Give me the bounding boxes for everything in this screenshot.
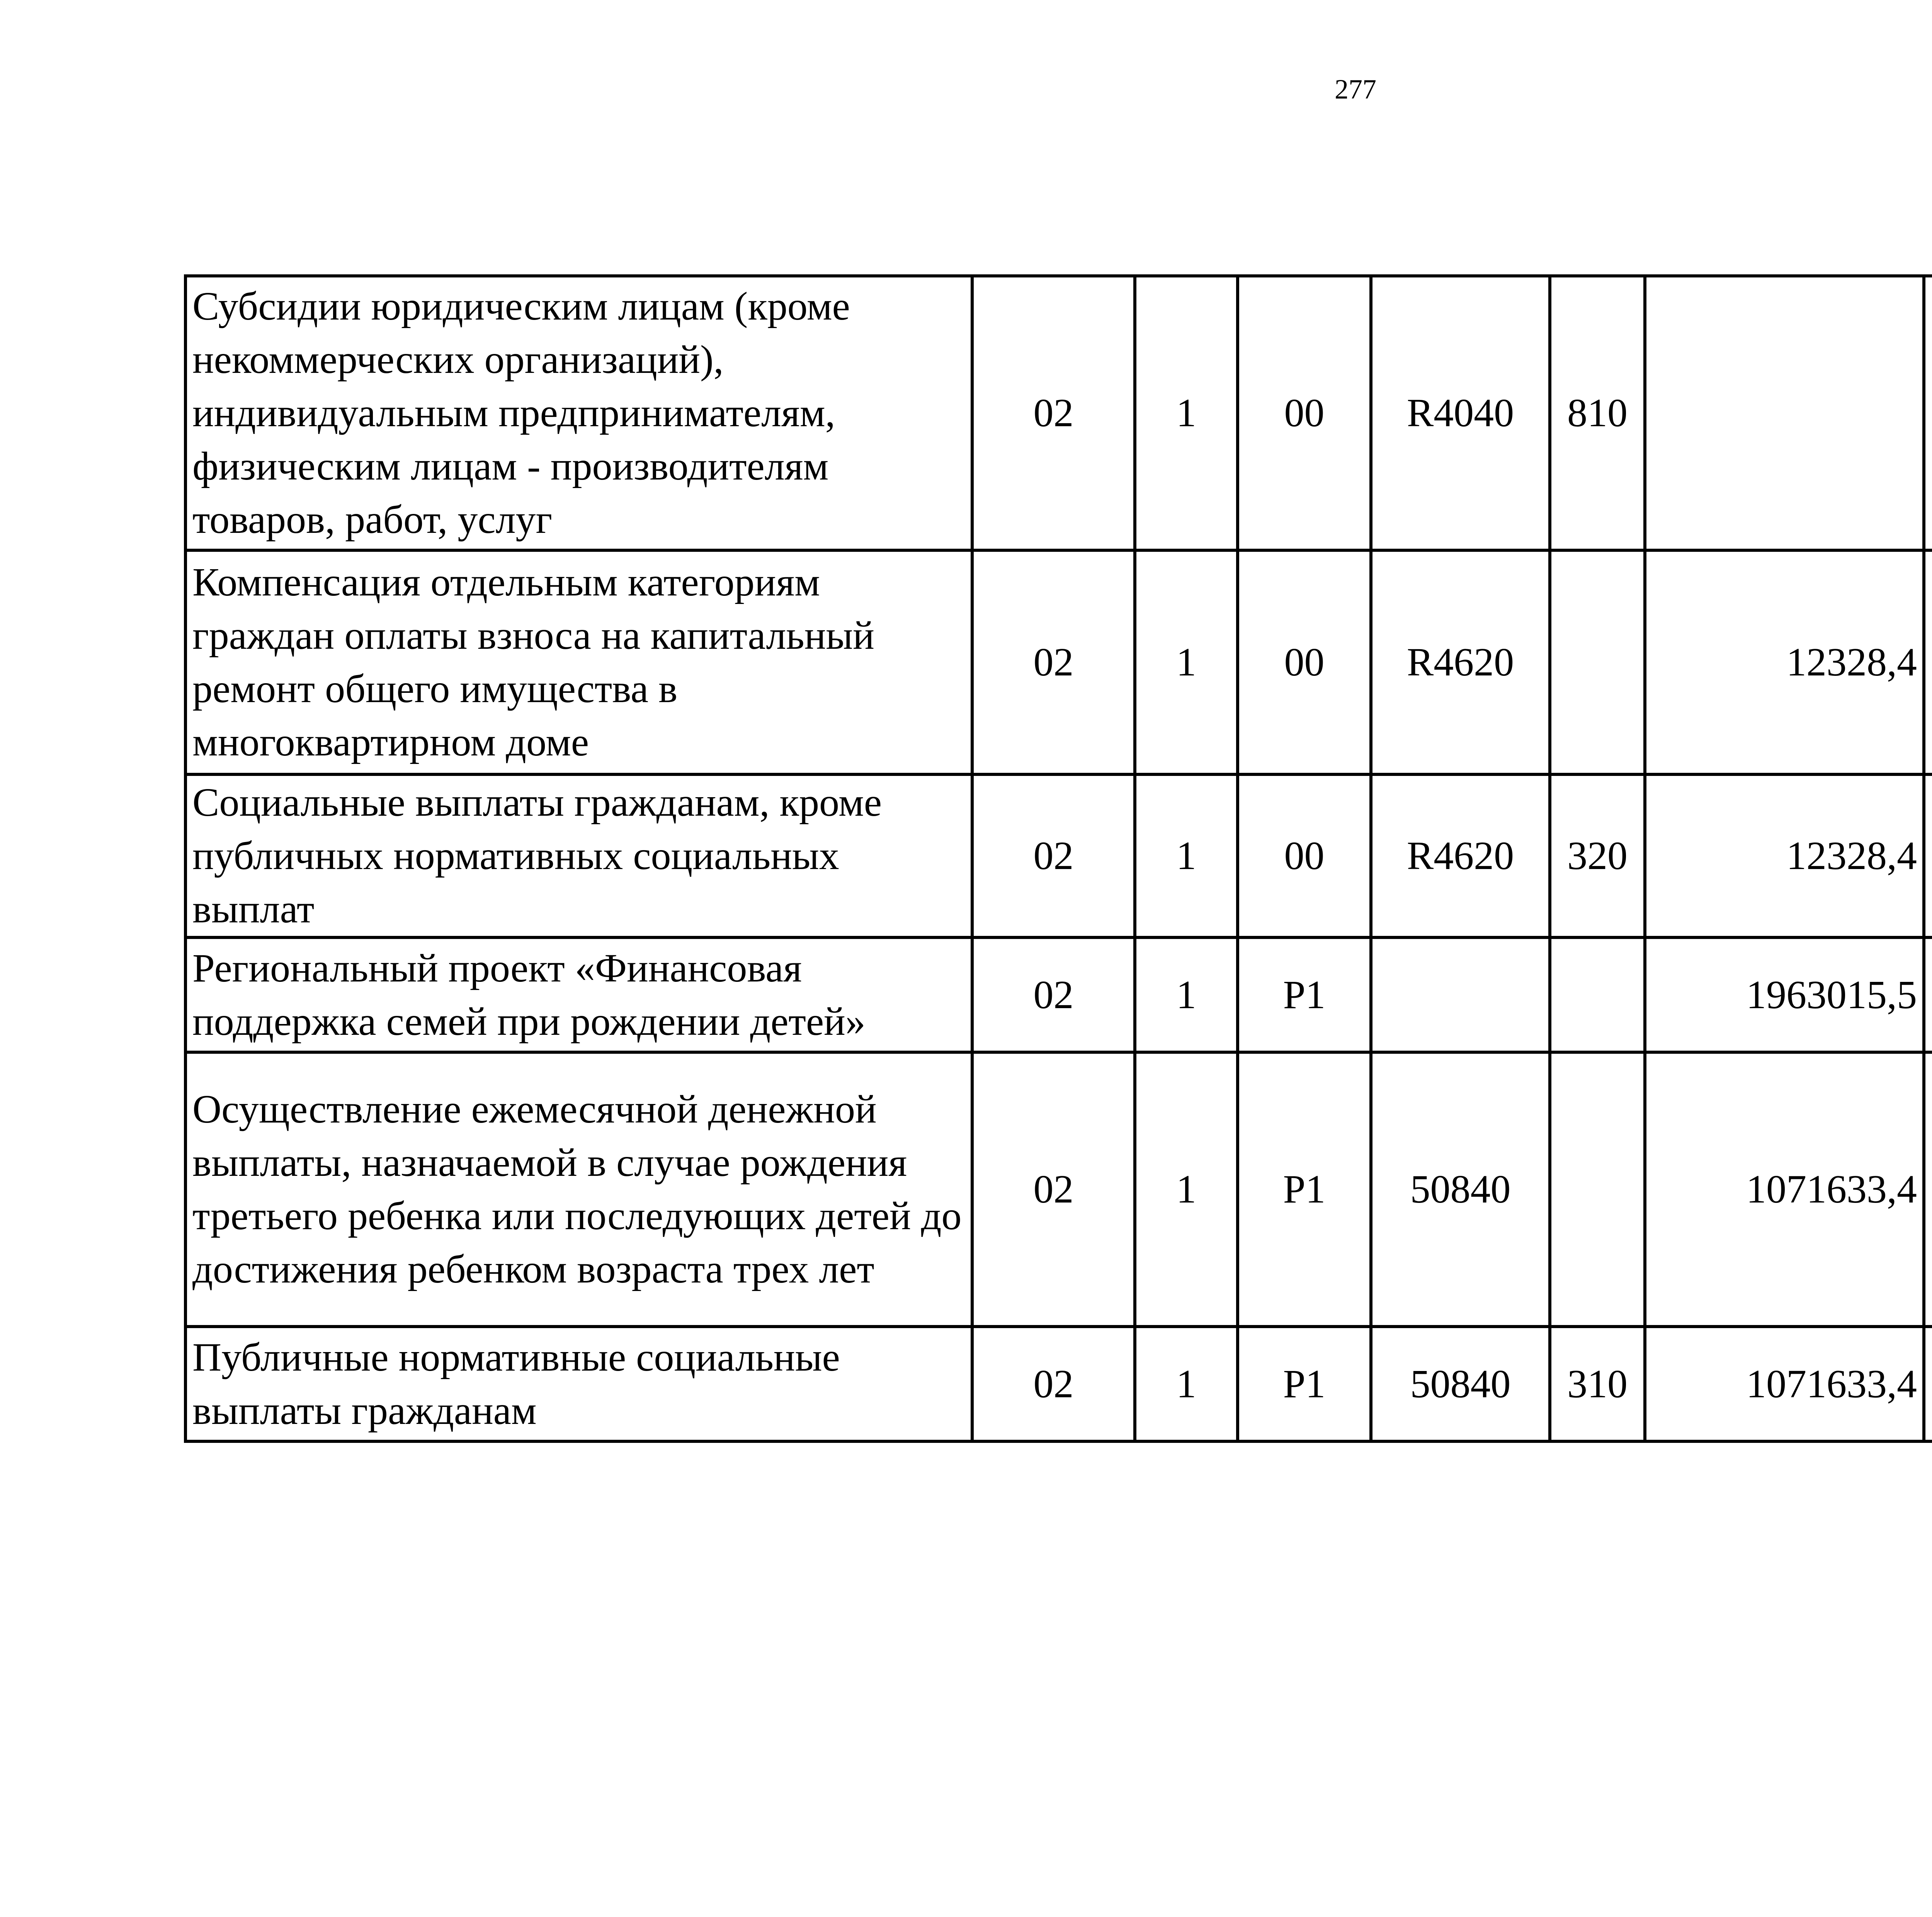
section-code: 02 <box>972 774 1135 937</box>
section-code: 02 <box>972 1052 1135 1327</box>
row-name: Социальные выплаты гражданам, кроме публичных нормативных социальных выплат <box>185 774 972 937</box>
direction-code: R4040 <box>1371 276 1550 550</box>
direction-code: 50840 <box>1371 1052 1550 1327</box>
amount-year-2 <box>1924 276 1932 550</box>
expense-type-code <box>1550 1052 1645 1327</box>
table-row <box>185 550 1932 774</box>
row-name: Региональный проект «Финансовая поддержка семей при рождении детей» <box>185 937 972 1052</box>
amount-year-1: 1071633,4 <box>1645 1327 1924 1441</box>
budget-table <box>184 274 1932 1443</box>
amount-year-1 <box>1645 276 1924 550</box>
expense-type-code <box>1550 937 1645 1052</box>
program-code: 00 <box>1238 276 1371 550</box>
program-code: 00 <box>1238 550 1371 774</box>
table-row <box>185 1052 1932 1327</box>
program-code: 00 <box>1238 774 1371 937</box>
amount-year-1: 12328,4 <box>1645 550 1924 774</box>
table-row <box>185 276 1932 550</box>
direction-code <box>1371 937 1550 1052</box>
table-row <box>185 937 1932 1052</box>
expense-type-code <box>1550 550 1645 774</box>
expense-type-code: 320 <box>1550 774 1645 937</box>
expense-type-code: 310 <box>1550 1327 1645 1441</box>
section-code: 02 <box>972 276 1135 550</box>
direction-code: R4620 <box>1371 774 1550 937</box>
section-code: 02 <box>972 550 1135 774</box>
page-number: 277 <box>1335 74 1376 105</box>
amount-year-2 <box>1924 774 1932 937</box>
subsection-code: 1 <box>1135 276 1238 550</box>
program-code: P1 <box>1238 937 1371 1052</box>
direction-code: R4620 <box>1371 550 1550 774</box>
program-code: P1 <box>1238 1327 1371 1441</box>
section-code: 02 <box>972 1327 1135 1441</box>
table-row <box>185 774 1932 937</box>
table-row <box>185 1327 1932 1441</box>
amount-year-2 <box>1924 1052 1932 1327</box>
subsection-code: 1 <box>1135 774 1238 937</box>
program-code: P1 <box>1238 1052 1371 1327</box>
row-name: Компенсация отдельным категориям граждан оплаты взноса на капитальный ремонт общего имущества в многоквартирном доме <box>185 550 972 774</box>
subsection-code: 1 <box>1135 1327 1238 1441</box>
direction-code: 50840 <box>1371 1327 1550 1441</box>
expense-type-code: 810 <box>1550 276 1645 550</box>
amount-year-1: 1963015,5 <box>1645 937 1924 1052</box>
subsection-code: 1 <box>1135 937 1238 1052</box>
subsection-code: 1 <box>1135 1052 1238 1327</box>
amount-year-1: 12328,4 <box>1645 774 1924 937</box>
amount-year-1: 1071633,4 <box>1645 1052 1924 1327</box>
section-code: 02 <box>972 937 1135 1052</box>
subsection-code: 1 <box>1135 550 1238 774</box>
row-name: Осуществление ежемесячной денежной выплаты, назначаемой в случае рождения третьего ребенка или последующих детей до достижения ребенком возраста трех лет <box>185 1052 972 1327</box>
amount-year-2 <box>1924 550 1932 774</box>
amount-year-2 <box>1924 1327 1932 1441</box>
row-name: Субсидии юридическим лицам (кроме некоммерческих организаций), индивидуальным предпринимателям, физическим лицам - производителям товаров, работ, услуг <box>185 276 972 550</box>
row-name: Публичные нормативные социальные выплаты гражданам <box>185 1327 972 1441</box>
amount-year-2 <box>1924 937 1932 1052</box>
